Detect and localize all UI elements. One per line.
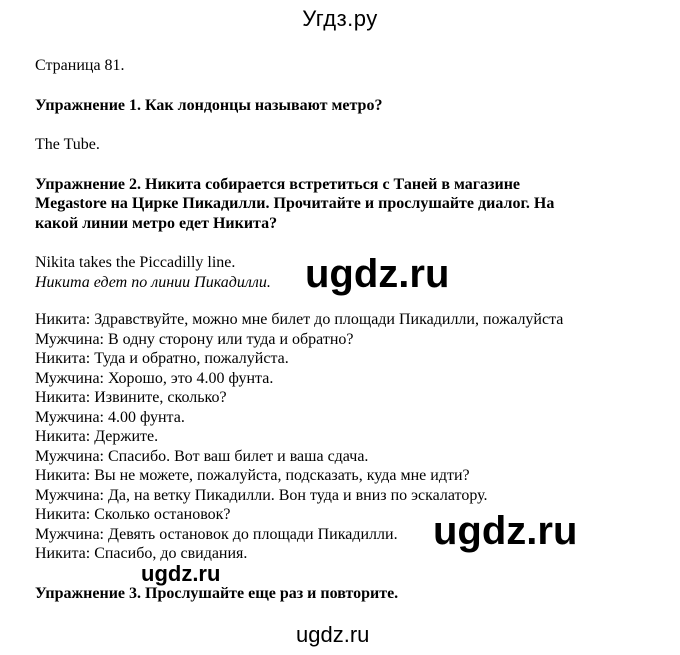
exercise-2-answer-english: Nikita takes the Piccadilly line. [35, 254, 236, 271]
exercise-1-title: Упражнение 1. Как лондонцы называют метро? [35, 96, 383, 114]
dialogue-line: Никита: Туда и обратно, пожалуйста. [35, 350, 289, 367]
dialogue-line: Мужчина: Хорошо, это 4.00 фунта. [35, 369, 274, 387]
watermark: ugdz.ru [141, 561, 221, 586]
dialogue-line: Мужчина: В одну сторону или туда и обратно? [35, 330, 354, 348]
dialogue-line: Никита: Сколько остановок? [35, 506, 231, 523]
site-header-logo: Угдз.ру [302, 6, 378, 31]
watermark: ugdz.ru [433, 509, 578, 553]
watermark: ugdz.ru [296, 622, 370, 647]
dialogue-line: Никита: Вы не можете, пожалуйста, подсказать, куда мне идти? [35, 467, 470, 484]
watermark: ugdz.ru [305, 252, 450, 296]
exercise-2-title-line: Упражнение 2. Никита собирается встретиться с Таней в магазине [35, 175, 521, 193]
dialogue-line: Мужчина: Девять остановок до площади Пикадилли. [35, 525, 398, 543]
dialogue-line: Мужчина: Спасибо. Вот ваш билет и ваша сдача. [35, 447, 369, 465]
page-reference: Страница 81. [35, 57, 125, 74]
exercise-2-title-line: какой линии метро едет Никита? [35, 214, 278, 232]
exercise-2-title [35, 175, 635, 234]
dialogue-line: Никита: Держите. [35, 428, 159, 445]
dialogue-line: Мужчина: 4.00 фунта. [35, 408, 185, 426]
dialogue-line: Никита: Спасибо, до свидания. [35, 545, 248, 562]
exercise-3-title: Упражнение 3. Прослушайте еще раз и повторите. [35, 584, 399, 602]
exercise-1-answer: The Tube. [35, 136, 100, 153]
dialogue-line: Никита: Извините, сколько? [35, 389, 227, 406]
dialogue-line: Никита: Здравствуйте, можно мне билет до площади Пикадилли, пожалуйста [35, 311, 564, 328]
exercise-2-answer-russian: Никита едет по линии Пикадилли. [35, 273, 271, 291]
dialogue-line: Мужчина: Да, на ветку Пикадилли. Вон туда и вниз по эскалатору. [35, 486, 488, 504]
exercise-2-title-line: Megastore на Цирке Пикадилли. Прочитайте и прослушайте диалог. На [35, 195, 555, 212]
